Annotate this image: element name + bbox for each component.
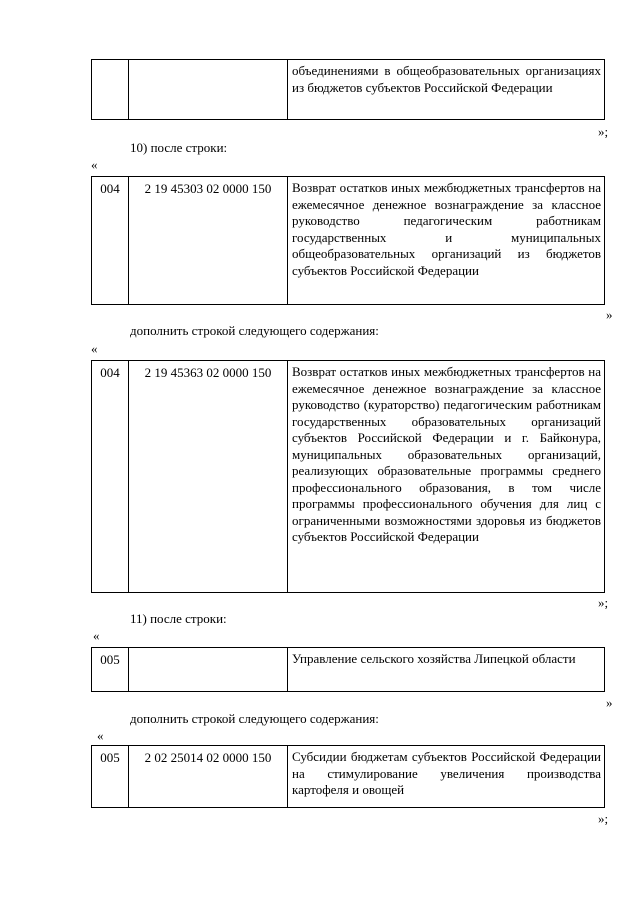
cell-kbk: 2 19 45303 02 0000 150 [129,177,288,305]
cell-kbk [129,648,288,692]
cell-code: 004 [92,361,129,593]
cell-kbk: 2 19 45363 02 0000 150 [129,361,288,593]
table-row-added [91,360,605,593]
closing-quote: »; [598,124,609,139]
closing-quote: »; [598,811,609,826]
table-row-continued [91,59,605,120]
table-row-added [91,745,605,808]
instruction-add-2: дополнить строкой следующего содержания: [130,711,379,726]
opening-quote: « [93,628,100,643]
opening-quote: « [91,341,98,356]
cell-kbk: 2 02 25014 02 0000 150 [129,746,288,808]
cell-code: 005 [92,648,129,692]
instruction-item-11: 11) после строки: [130,611,227,626]
table-row-after [91,647,605,692]
cell-text: объединениями в общеобразовательных организациях из бюджетов субъектов Российской Федерации [288,60,605,120]
cell-code: 004 [92,177,129,305]
cell-text: Возврат остатков иных межбюджетных трансфертов на ежемесячное денежное вознаграждение за классное руководство (кураторство) педагогическим работникам государственных образовательных организаций субъектов Российской Федерации и г. Байконура, муниципальных образовательных организаций, реализующих образовательные программы среднего профессионального образования, в том числе программы профессионального обучения для лиц с ограниченными возможностями здоровья из бюджетов субъектов Российской Федерации [288,361,605,593]
opening-quote: « [91,157,98,172]
cell-kbk [129,60,288,120]
closing-quote: » [606,307,613,322]
closing-quote: »; [598,595,609,610]
cell-text: Управление сельского хозяйства Липецкой области [288,648,605,692]
cell-code: 005 [92,746,129,808]
table-row-after [91,176,605,305]
cell-text: Возврат остатков иных межбюджетных трансфертов на ежемесячное денежное вознаграждение за классное руководство педагогическим работникам государственных и муниципальных общеобразовательных организаций из бюджетов субъектов Российской Федерации [288,177,605,305]
closing-quote: » [606,695,613,710]
opening-quote: « [97,728,104,743]
instruction-item-10: 10) после строки: [130,140,228,155]
cell-text: Субсидии бюджетам субъектов Российской Федерации на стимулирование увеличения производства картофеля и овощей [288,746,605,808]
instruction-add-1: дополнить строкой следующего содержания: [130,323,379,338]
cell-code [92,60,129,120]
